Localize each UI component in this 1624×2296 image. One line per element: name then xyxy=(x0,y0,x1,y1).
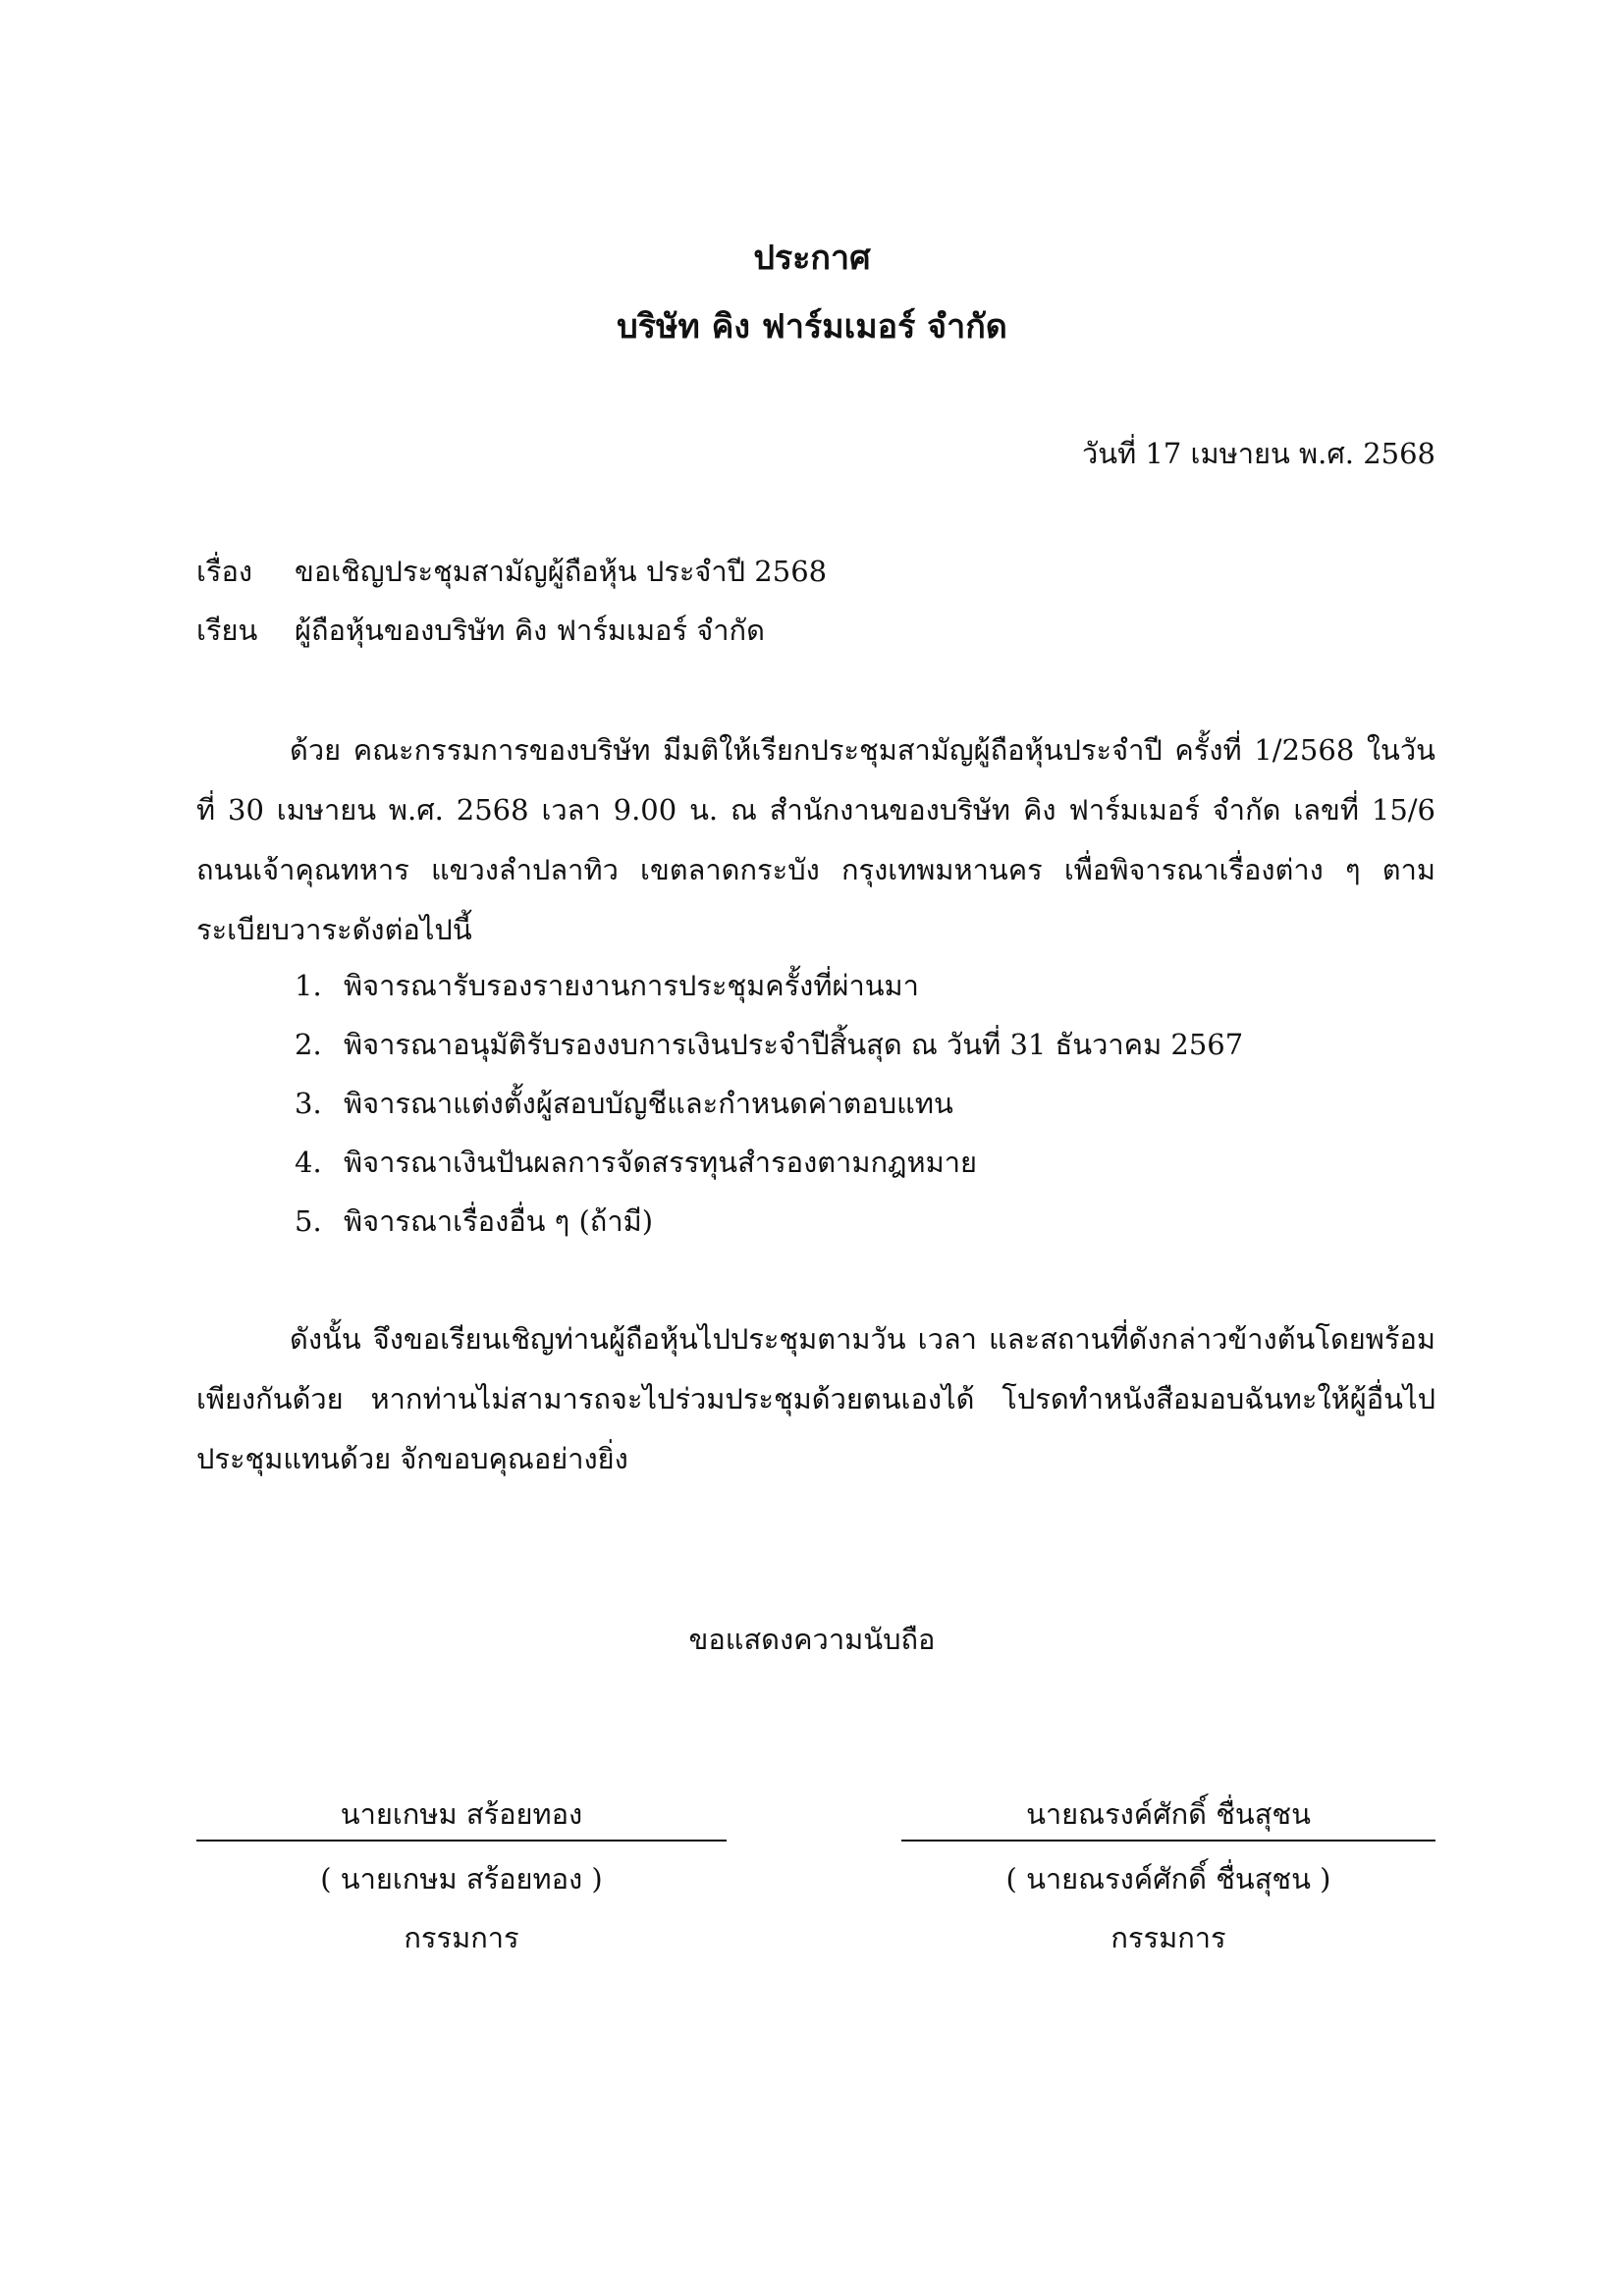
recipient-label: เรียน xyxy=(196,614,258,647)
agenda-number: 4. xyxy=(295,1146,322,1179)
recipient-text: ผู้ถือหุ้นของบริษัท คิง ฟาร์มเมอร์ จำกัด xyxy=(295,614,765,647)
request-text: ดังนั้น จึงขอเรียนเชิญท่านผู้ถือหุ้นไปประชุมตามวัน เวลา และสถานที่ดังกล่าวข้างต้นโดยพร้อมเพียงกันด้วย หากท่านไม่สามารถจะไปร่วมประชุมด้วยตนเองได้ โปรดทำหนังสือมอบฉันทะให้ผู้อื่นไปประชุมแทนด้วย จักขอบคุณอย่างยิ่ง xyxy=(196,1322,1435,1475)
printed-name: ( นายณรงค์ศักดิ์ ชื่นสุชน ) xyxy=(1005,1862,1331,1896)
agenda-text: พิจารณาแต่งตั้งผู้สอบบัญชีและกำหนดค่าตอบแทน xyxy=(344,1087,953,1120)
signature: นายณรงค์ศักดิ์ ชื่นสุชน xyxy=(1026,1797,1311,1831)
agenda-text: พิจารณาอนุมัติรับรองงบการเงินประจำปีสิ้นสุด ณ วันที่ 31 ธันวาคม 2567 xyxy=(344,1028,1244,1061)
agenda-item xyxy=(295,1201,653,1241)
agenda-item xyxy=(295,1025,1243,1064)
agenda-text: พิจารณาเงินปันผลการจัดสรรทุนสำรองตามกฎหมาย xyxy=(344,1146,977,1179)
agenda-text: พิจารณาเรื่องอื่น ๆ (ถ้ามี) xyxy=(344,1204,654,1238)
company-name: บริษัท คิง ฟาร์มเมอร์ จำกัด xyxy=(617,307,1007,347)
agenda-number: 3. xyxy=(295,1087,322,1120)
subject-label: เรื่อง xyxy=(196,555,253,588)
signature-line xyxy=(196,1840,727,1842)
agenda-text: พิจารณารับรองรายงานการประชุมครั้งที่ผ่านมา xyxy=(344,969,919,1002)
agenda-item xyxy=(295,966,919,1005)
agenda-number: 2. xyxy=(295,1028,322,1061)
agenda-item xyxy=(295,1084,953,1123)
invitation-paragraph xyxy=(196,721,1435,960)
request-paragraph xyxy=(196,1309,1435,1489)
signature: นายเกษม สร้อยทอง xyxy=(340,1797,583,1831)
signer-position: กรรมการ xyxy=(1110,1921,1226,1954)
document-title: ประกาศ xyxy=(753,239,871,278)
signer-position: กรรมการ xyxy=(404,1921,519,1954)
document-date: วันที่ 17 เมษายน พ.ศ. 2568 xyxy=(1081,437,1435,470)
closing-phrase: ขอแสดงความนับถือ xyxy=(688,1623,936,1656)
agenda-number: 5. xyxy=(295,1204,322,1238)
agenda-number: 1. xyxy=(295,969,322,1002)
signature-line xyxy=(901,1840,1435,1842)
agenda-item xyxy=(295,1143,977,1182)
subject-text: ขอเชิญประชุมสามัญผู้ถือหุ้น ประจำปี 2568 xyxy=(295,555,828,588)
printed-name: ( นายเกษม สร้อยทอง ) xyxy=(320,1862,603,1896)
invitation-text: ด้วย คณะกรรมการของบริษัท มีมติให้เรียกประชุมสามัญผู้ถือหุ้นประจำปี ครั้งที่ 1/2568 ในวันที่ 30 เมษายน พ.ศ. 2568 เวลา 9.00 น. ณ สำนักงานของบริษัท คิง ฟาร์มเมอร์ จำกัด เลขที่ 15/6 ถนนเจ้าคุณทหาร แขวงลำปลาทิว เขตลาดกระบัง กรุงเทพมหานคร เพื่อพิจารณาเรื่องต่าง ๆ ตามระเบียบวาระดังต่อไปนี้ xyxy=(196,733,1435,946)
